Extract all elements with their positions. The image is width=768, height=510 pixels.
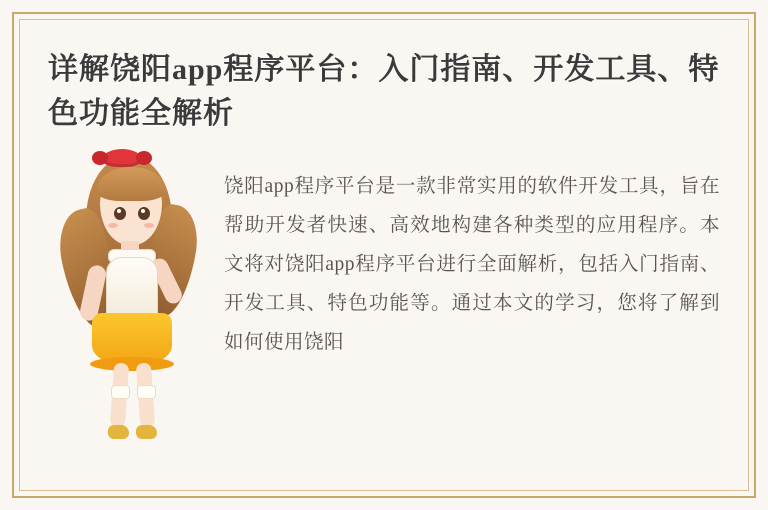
- shoe-left-shape: [108, 425, 129, 439]
- skirt-hem-shape: [90, 357, 174, 371]
- hair-bow-icon: [102, 149, 142, 167]
- eye-right-shape: [138, 207, 150, 220]
- sock-right-shape: [137, 385, 156, 399]
- page-title: 详解饶阳app程序平台：入门指南、开发工具、特色功能全解析: [48, 53, 720, 130]
- cheek-left-shape: [108, 223, 118, 228]
- character-illustration: [58, 149, 208, 449]
- card-content: [14, 14, 754, 496]
- shoe-right-shape: [136, 425, 157, 439]
- sock-left-shape: [111, 385, 130, 399]
- article-paragraph: 饶阳app程序平台是一款非常实用的软件开发工具，旨在帮助开发者快速、高效地构建各种类型的应用程序。本文将对饶阳app程序平台进行全面解析，包括入门指南、开发工具、特色功能等。通过本文的学习，您将了解到如何使用饶阳: [224, 175, 720, 353]
- article-body-area: [48, 145, 720, 449]
- eye-left-shape: [114, 207, 126, 220]
- cheek-right-shape: [144, 223, 154, 228]
